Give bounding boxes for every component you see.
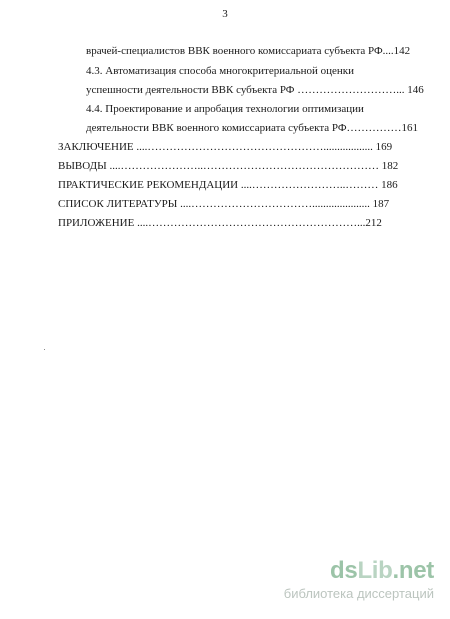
scan-speck: [44, 349, 45, 350]
watermark-logo-net: .net: [392, 557, 434, 584]
toc-entry-4-2-continuation: врачей-специалистов ВВК военного комиссариата субъекта РФ....142: [86, 45, 411, 57]
toc-entry-4-4-title: 4.4. Проектирование и апробация технологии оптимизации: [86, 103, 364, 115]
toc-entry-appendix: ПРИЛОЖЕНИЕ ....…………………………………………………...212: [58, 217, 382, 229]
toc-entry-references: СПИСОК ЛИТЕРАТУРЫ ....……………………………..................... 187: [58, 198, 390, 210]
toc-entry-conclusion: ЗАКЛЮЧЕНИЕ ....………………………………………….................. 169: [58, 141, 393, 153]
watermark-logo-lib: Lib: [357, 557, 393, 584]
toc-entry-4-3-continuation: успешности деятельности ВВК субъекта РФ ………………………... 146: [86, 84, 424, 96]
watermark-logo: [284, 558, 434, 584]
page-number: 3: [222, 8, 228, 20]
toc-entry-4-3-title: 4.3. Автоматизация способа многокритериальной оценки: [86, 65, 354, 77]
toc-entry-findings: ВЫВОДЫ ....…………………..………………………………………… 182: [58, 160, 399, 172]
toc-entry-4-4-continuation: деятельности ВВК военного комиссариата субъекта РФ……………161: [86, 122, 419, 134]
toc-entry-practical-recommendations: ПРАКТИЧЕСКИЕ РЕКОМЕНДАЦИИ ....……………………..……… 186: [58, 179, 398, 191]
watermark-logo-ds: ds: [330, 557, 358, 584]
watermark: [284, 558, 434, 601]
watermark-caption: библиотека диссертаций: [283, 586, 434, 601]
